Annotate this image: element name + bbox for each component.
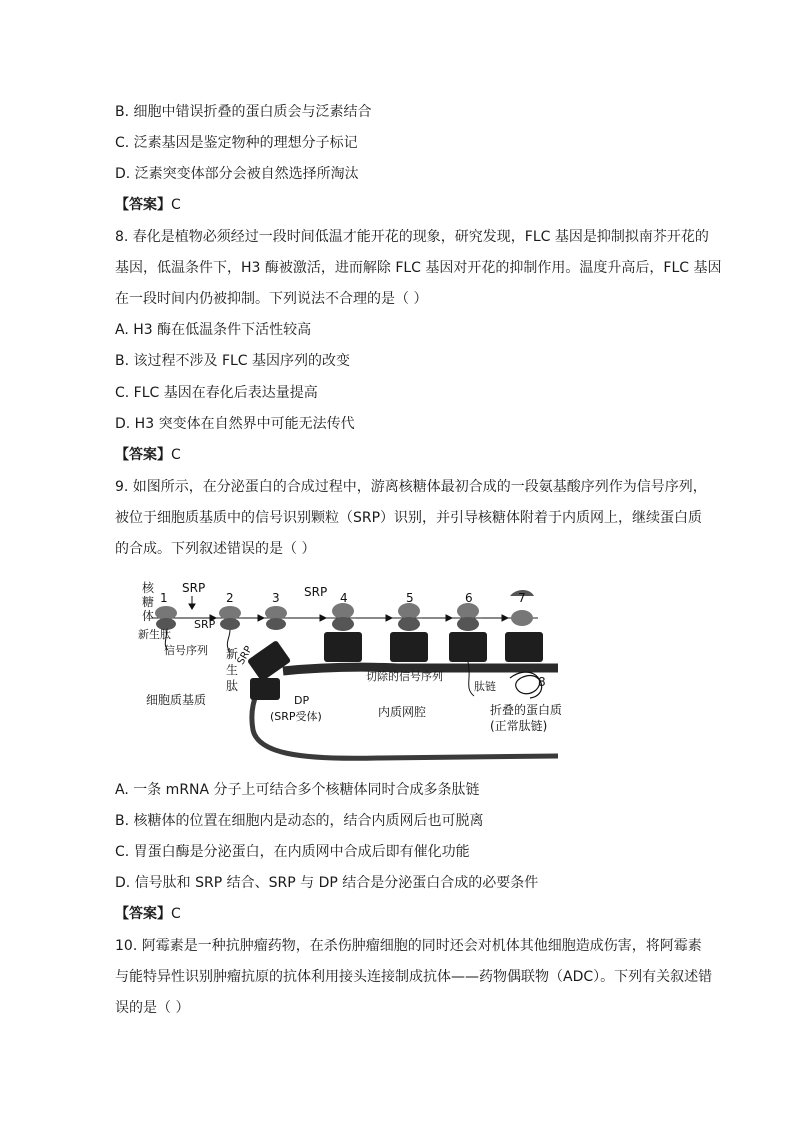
q8-option-c: C. FLC 基因在春化后表达量提高 <box>115 385 318 401</box>
q7-answer <box>115 196 181 214</box>
q10-stem-line2: 与能特异性识别肿瘤抗原的抗体利用接头连接制成抗体——药物偶联物（ADC）。下列有关叙述错 <box>115 969 713 985</box>
label-new-peptide-v3: 肽 <box>226 679 239 693</box>
step-number: 6 <box>465 591 473 605</box>
q8-stem-line2: 基因，低温条件下，H3 酶被激活，进而解除 FLC 基因对开花的抑制作用。温度升高后，FLC 基因 <box>115 260 722 276</box>
srp-diagram <box>138 578 588 770</box>
q8-answer <box>115 446 181 464</box>
q10-stem-line1: 10. 阿霉素是一种抗肿瘤药物，在杀伤肿瘤细胞的同时还会对机体其他细胞造成伤害，将阿霉素 <box>115 938 702 954</box>
label-dp-receptor: (SRP受体) <box>270 710 322 723</box>
ribosome-bound-srp <box>247 640 291 682</box>
answer-label: 【答案】 <box>115 197 171 213</box>
label-peptide-chain: 肽链 <box>474 680 496 693</box>
ribosome-5 <box>390 603 428 662</box>
label-srp-top2: SRP <box>304 585 328 599</box>
q9-option-a: A. 一条 mRNA 分子上可结合多个核糖体同时合成多条肽链 <box>115 782 480 798</box>
label-new-peptide-v1: 新 <box>226 647 239 661</box>
label-srp-mid: SRP <box>194 618 216 631</box>
step-number: 3 <box>272 591 280 605</box>
label-srp-top1: SRP <box>182 581 206 595</box>
q8-option-d: D. H3 突变体在自然界中可能无法传代 <box>115 416 355 432</box>
q8-option-a: A. H3 酶在低温条件下活性较高 <box>115 322 312 338</box>
answer-value: C <box>171 906 181 922</box>
answer-label: 【答案】 <box>115 906 171 922</box>
answer-label: 【答案】 <box>115 447 171 463</box>
label-new-peptide-v2: 生 <box>226 663 239 677</box>
label-cytoplasm: 细胞质基质 <box>146 693 207 707</box>
q9-answer <box>115 905 181 923</box>
label-cut-signal: 切除的信号序列 <box>366 670 443 683</box>
q7-option-b: B. 细胞中错误折叠的蛋白质会与泛素结合 <box>115 104 372 120</box>
step-number: 1 <box>160 591 168 605</box>
step-number: 7 <box>518 591 526 605</box>
q9-option-c: C. 胃蛋白酶是分泌蛋白，在内质网中合成后即有催化功能 <box>115 844 470 860</box>
q9-option-b: B. 核糖体的位置在细胞内是动态的，结合内质网后也可脱离 <box>115 813 484 829</box>
label-folded-protein: 折叠的蛋白质 <box>490 703 563 717</box>
q7-option-c: C. 泛素基因是鉴定物种的理想分子标记 <box>115 135 358 151</box>
ribosome-6 <box>449 603 487 662</box>
q10-stem-line3: 误的是（ ） <box>115 1000 190 1016</box>
answer-value: C <box>171 447 181 463</box>
q9-stem-line3: 的合成。下列叙述错误的是（ ） <box>115 541 316 557</box>
label-er-lumen: 内质网腔 <box>378 705 427 719</box>
q8-stem-line3: 在一段时间内仍被抑制。下列说法不合理的是（ ） <box>115 291 428 307</box>
label-normal-chain: (正常肽链) <box>490 719 548 733</box>
step-number: 5 <box>406 591 414 605</box>
q8-stem-line1: 8. 春化是植物必须经过一段时间低温才能开花的现象，研究发现，FLC 基因是抑制拟南芥开花的 <box>115 229 709 245</box>
folded-protein <box>510 672 542 698</box>
dp-receptor <box>250 678 280 700</box>
label-ribosome-3: 体 <box>142 609 155 623</box>
label-ribosome-2: 糖 <box>142 595 155 609</box>
q7-option-d: D. 泛素突变体部分会被自然选择所淘汰 <box>115 166 359 182</box>
q9-option-d: D. 信号肽和 SRP 结合、SRP 与 DP 结合是分泌蛋白合成的必要条件 <box>115 875 539 891</box>
q9-stem-line1: 9. 如图所示，在分泌蛋白的合成过程中，游离核糖体最初合成的一段氨基酸序列作为信号序列， <box>115 479 707 495</box>
label-signal-seq: 信号序列 <box>164 644 208 657</box>
label-dp: DP <box>294 694 310 707</box>
ribosome-4 <box>324 603 362 662</box>
step-number: 4 <box>340 591 348 605</box>
step-number: 8 <box>538 675 546 689</box>
answer-value: C <box>171 197 181 213</box>
label-srp-bound: SRP <box>235 644 255 667</box>
q9-stem-line2: 被位于细胞质基质中的信号识别颗粒（SRP）识别，并引导核糖体附着于内质网上，继续蛋白质 <box>115 510 703 526</box>
step-number: 2 <box>226 591 234 605</box>
q8-option-b: B. 该过程不涉及 FLC 基因序列的改变 <box>115 353 351 369</box>
label-new-peptide: 新生肽 <box>138 628 171 641</box>
label-ribosome-1: 核 <box>142 581 155 595</box>
